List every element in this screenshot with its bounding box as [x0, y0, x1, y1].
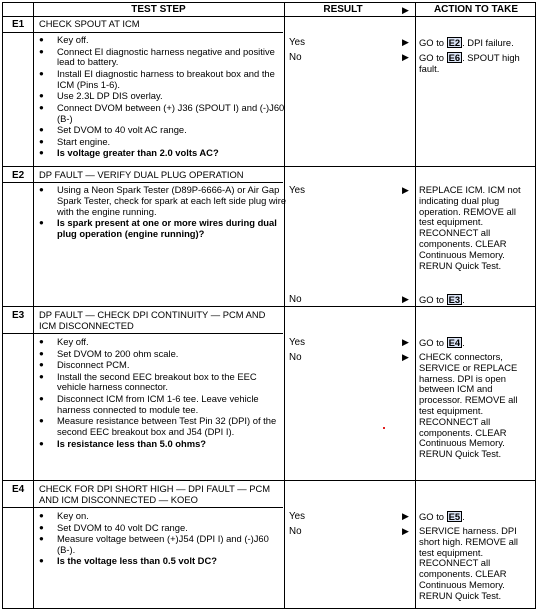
action-text: GO to E4 . — [419, 337, 465, 348]
step-title-rule — [3, 32, 283, 33]
list-item: ● Disconnect ICM from ICM 1-6 tee. Leave vehicle harness connected to module tee. — [37, 394, 287, 416]
list-item: ● Connect DVOM between (+) J36 (SPOUT I) and (-)J60 (B-) — [37, 103, 287, 125]
header-test-step: TEST STEP — [131, 4, 186, 15]
header-action: ACTION TO TAKE — [433, 4, 519, 15]
action-text: SERVICE harness. DPI short high. REMOVE all test equipment. RECONNECT all components. CLEAR Continuous Memory. RERUN Quick Test. — [419, 525, 518, 601]
section-rule — [3, 480, 535, 481]
step-title-e2: DP FAULT — VERIFY DUAL PLUG OPERATION — [39, 169, 244, 180]
list-item: ● Using a Neon Spark Tester (D89P-6666-A) or Air Gap Spark Tester, check for spark at each left side plug wire with the engine running. — [37, 185, 287, 218]
list-item: ● Start engine. — [37, 137, 287, 148]
step-id-e2: E2 — [12, 170, 25, 181]
result-no: No — [289, 352, 302, 363]
list-item: ● Measure resistance between Test Pin 32 (DPI) of the second EEC breakout box and J54 (DPI I). — [37, 416, 287, 438]
action-text: CHECK connectors, SERVICE or REPLACE harness. DPI is open between ICM and processor. REMOVE all test equipment. RECONNECT all components. CLEAR Continuous Memory. RERUN Quick Test. — [419, 351, 518, 460]
section-rule — [3, 166, 535, 167]
arrow-icon: ▶ — [402, 526, 409, 536]
step-title-e4: CHECK FOR DPI SHORT HIGH — DPI FAULT — PCM AND ICM DISCONNECTED — KOEO — [39, 483, 271, 505]
arrow-icon: ▶ — [402, 185, 409, 195]
step-reference[interactable]: E6 — [448, 52, 461, 63]
step-reference[interactable]: E5 — [448, 511, 461, 522]
list-item: ● Install EI diagnostic harness to breakout box and the ICM (Pins 1-6). — [37, 69, 287, 91]
list-item-question: ● Is voltage greater than 2.0 volts AC? — [37, 148, 287, 159]
step-title-e3: DP FAULT — CHECK DPI CONTINUITY — PCM AND ICM DISCONNECTED — [39, 309, 266, 331]
step-title-rule — [3, 182, 283, 183]
arrow-icon: ▶ — [402, 337, 409, 347]
list-item: ● Measure voltage between (+)J54 (DPI I) and (-)J60 (B-). — [37, 534, 287, 556]
action-text: GO to E2 . DPI failure. — [419, 37, 514, 48]
list-item: ● Set DVOM to 200 ohm scale. — [37, 349, 287, 360]
result-no: No — [289, 52, 302, 63]
step-id-e4: E4 — [12, 484, 25, 495]
action-text: REPLACE ICM. ICM not indicating dual plug operation. REMOVE all test equipment. RECONNECT all components. CLEAR Continuous Memory. RERUN Quick Test. — [419, 184, 521, 271]
list-item: ● Key on. — [37, 511, 287, 522]
list-item-question: ● Is resistance less than 5.0 ohms? — [37, 439, 287, 450]
result-yes: Yes — [289, 337, 305, 348]
result-no: No — [289, 526, 302, 537]
step-reference[interactable]: E3 — [448, 294, 461, 305]
result-yes: Yes — [289, 185, 305, 196]
list-item: ● Connect EI diagnostic harness negative and positive lead to battery. — [37, 47, 287, 69]
stray-mark — [383, 427, 385, 429]
list-item: ● Use 2.3L DP DIS overlay. — [37, 91, 287, 102]
arrow-icon: ▶ — [402, 294, 409, 304]
step-title-e1: CHECK SPOUT AT ICM — [39, 18, 140, 29]
result-yes: Yes — [289, 37, 305, 48]
list-item: ● Install the second EEC breakout box to the EEC vehicle harness connector. — [37, 372, 287, 394]
list-item: ● Disconnect PCM. — [37, 360, 287, 371]
list-item-question: ● Is spark present at one or more wires during dual plug operation (engine running)? — [37, 218, 287, 240]
step-items-e3 — [37, 337, 287, 450]
header-result: RESULT — [323, 4, 363, 15]
action-text: GO to E6 . SPOUT high fault. — [419, 52, 520, 74]
section-rule — [3, 306, 535, 307]
step-reference[interactable]: E4 — [448, 337, 461, 348]
arrow-icon: ▶ — [402, 511, 409, 521]
step-items-e4 — [37, 511, 287, 568]
header-arrow-icon: ▶ — [402, 5, 409, 15]
list-item-question: ● Is the voltage less than 0.5 volt DC? — [37, 556, 287, 567]
diagnostic-table — [2, 2, 536, 609]
action-text: GO to E5 . — [419, 511, 465, 522]
result-no: No — [289, 294, 302, 305]
action-text: GO to E3 . — [419, 294, 465, 305]
arrow-icon: ▶ — [402, 352, 409, 362]
step-items-e1 — [37, 35, 287, 160]
step-id-e3: E3 — [12, 310, 25, 321]
list-item: ● Key off. — [37, 337, 287, 348]
list-item: ● Key off. — [37, 35, 287, 46]
header-rule — [3, 16, 535, 17]
result-yes: Yes — [289, 511, 305, 522]
step-title-rule — [3, 333, 283, 334]
step-reference[interactable]: E2 — [448, 37, 461, 48]
arrow-icon: ▶ — [402, 52, 409, 62]
step-title-rule — [3, 507, 283, 508]
step-id-e1: E1 — [12, 19, 25, 30]
list-item: ● Set DVOM to 40 volt DC range. — [37, 523, 287, 534]
arrow-icon: ▶ — [402, 37, 409, 47]
list-item: ● Set DVOM to 40 volt AC range. — [37, 125, 287, 136]
step-items-e2 — [37, 185, 287, 241]
